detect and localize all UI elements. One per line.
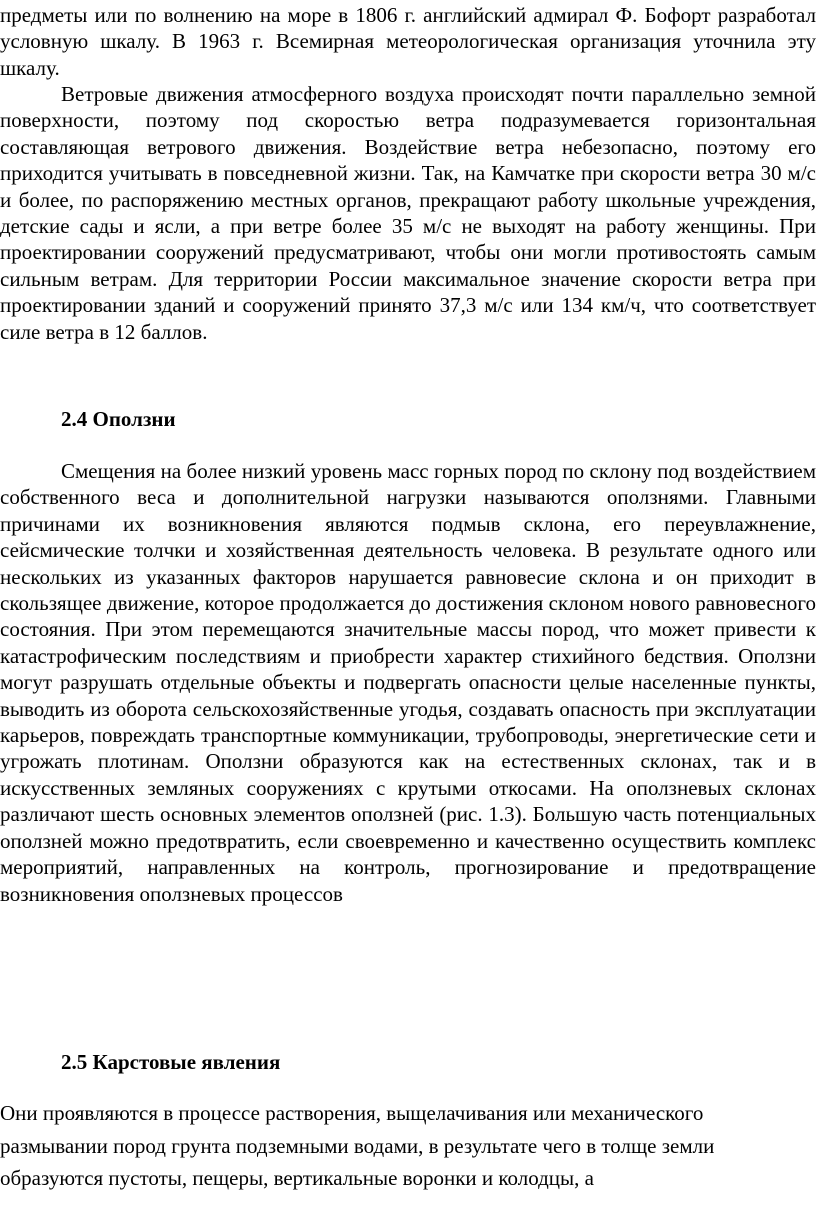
wind-movement-paragraph: Ветровые движения атмосферного воздуха происходят почти параллельно земной поверхности, поэтому под скоростью ветра подразумевается горизонтальная составляющая ветрового движения. Воздействие ветра небезопасно, поэтому его приходится учитывать в повседневной жизни. Так, на Камчатке при скорости ветра 30 м/с и более, по распоряжению местных органов, прекращают работу школьные учреждения, детские сады и ясли, а при ветре более 35 м/с не выходят на работу женщины. При проектировании сооружений предусматривают, чтобы они могли противостоять самым сильным ветрам. Для территории России максимальное значение скорости ветра при проектировании зданий и сооружений принято 37,3 м/с или 134 км/ч, что соответствует силе ветра в 12 баллов. — [0, 82, 816, 344]
wind-scale-paragraph: предметы или по волнению на море в 1806 г. английский адмирал Ф. Бофорт разработал условную шкалу. В 1963 г. Всемирная метеорологическая организация уточнила эту шкалу. — [0, 3, 816, 80]
landslides-heading: 2.4 Оползни — [61, 407, 176, 431]
karst-heading: 2.5 Карстовые явления — [61, 1050, 281, 1074]
karst-paragraph: Они проявляются в процессе растворения, выщелачивания или механического размывании пород грунта подземными водами, в результате чего в толще земли образуются пустоты, пещеры, вертикальные воронки и колодцы, а — [0, 1101, 715, 1190]
landslides-paragraph: Смещения на более низкий уровень масс горных пород по склону под воздействием собственного веса и дополнительной нагрузки называются оползнями. Главными причинами их возникновения являются подмыв склона, его переувлажнение, сейсмические толчки и хозяйственная деятельность человека. В результате одного или нескольких из указанных факторов нарушается равновесие склона и он приходит в скользящее движение, которое продолжается до достижения склоном нового равновесного состояния. При этом перемещаются значительные массы пород, что может привести к катастрофическим последствиям и приобрести характер стихийного бедствия. Оползни могут разрушать отдельные объекты и подвергать опасности целые населенные пункты, выводить из оборота сельскохозяйственные угодья, создавать опасность при эксплуатации карьеров, повреждать транспортные коммуникации, трубопроводы, энергетические сети и угрожать плотинам. Оползни образуются как на естественных склонах, так и в искусственных земляных сооружениях с крутыми откосами. На оползневых склонах различают шесть основных элементов оползней (рис. 1.3). Большую часть потенциальных оползней можно предотвратить, если своевременно и качественно осуществить комплекс мероприятий, направленных на контроль, прогнозирование и предотвращение возникновения оползневых процессов — [0, 459, 816, 906]
